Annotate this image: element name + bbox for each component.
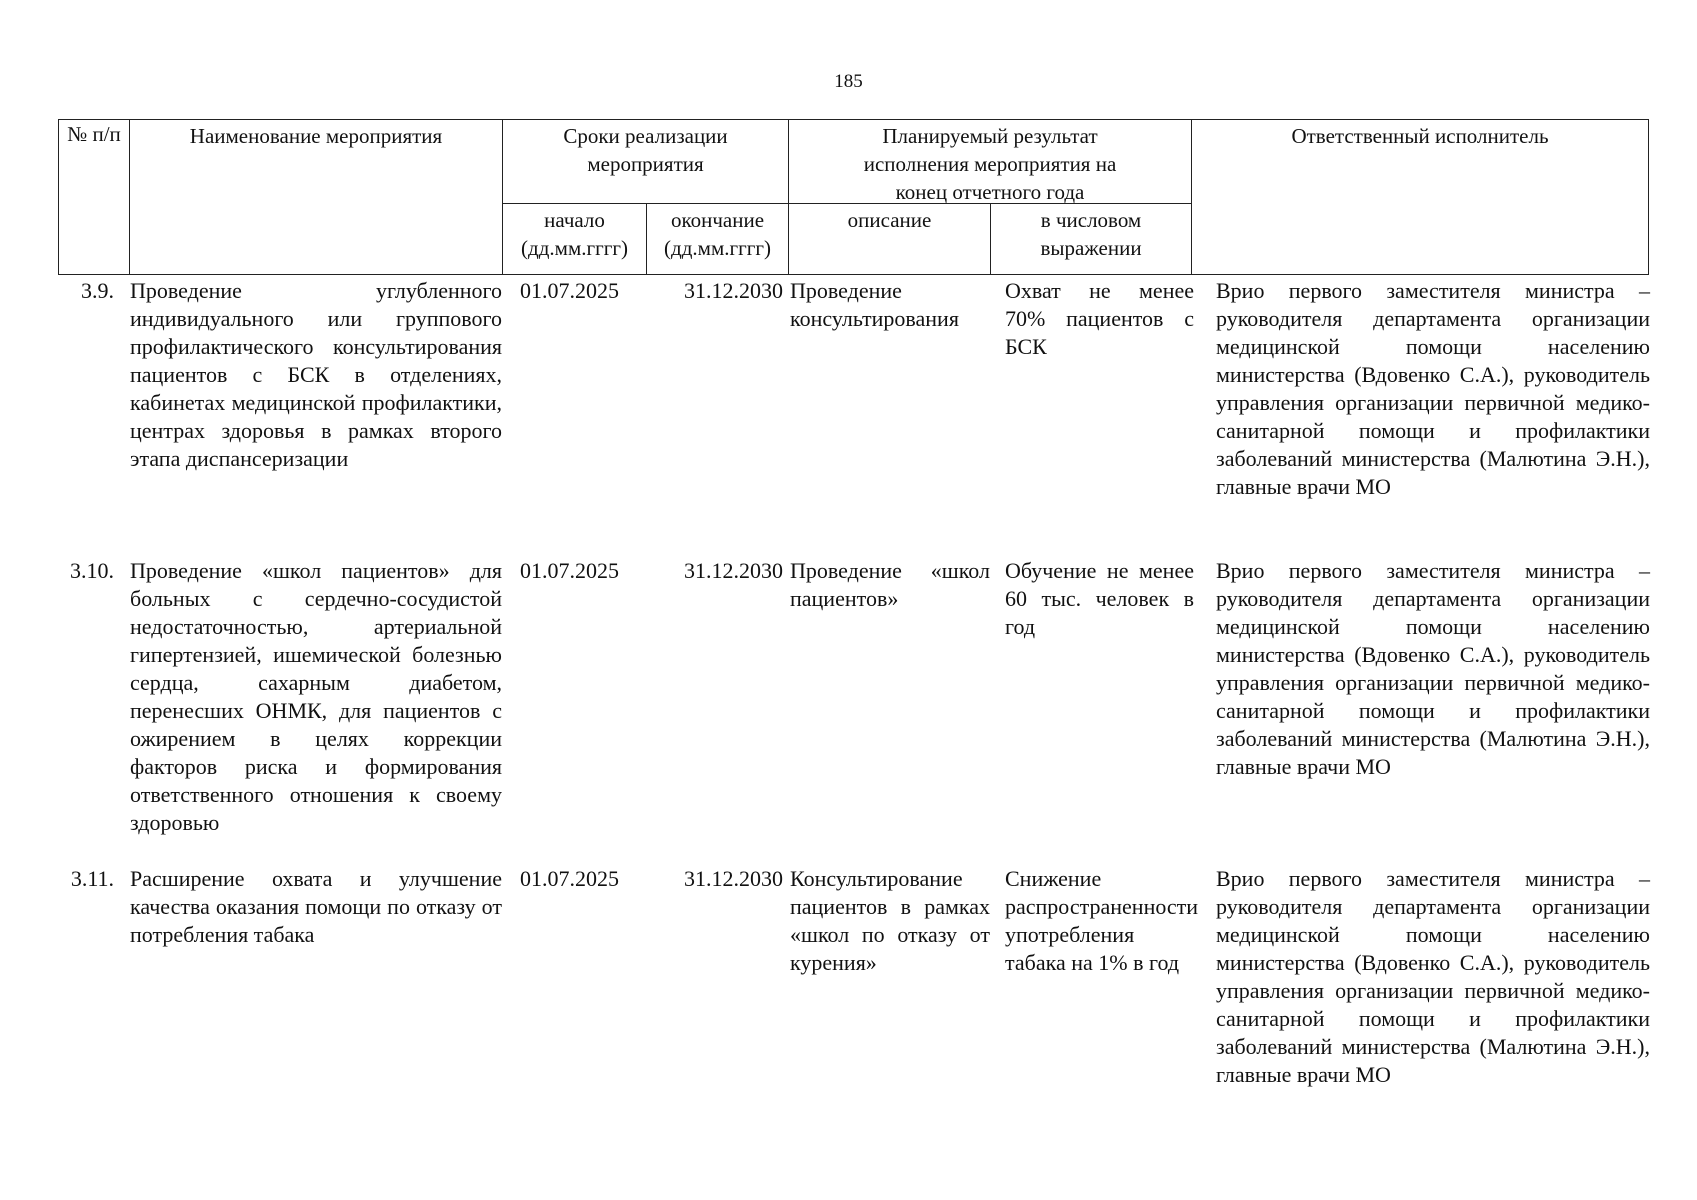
header-responsible-label: Ответственный исполнитель: [1291, 124, 1549, 148]
row-end-date: 31.12.2030: [684, 866, 783, 891]
header-cell-result: [788, 119, 1192, 204]
row-responsible: Врио первого заместителя министра – руководителя департамента организации медицинской помощи населению министерства (Вдовенко С.А.), руководитель управления организации первичной медико-санитарной помощи и профилактики заболеваний министерства (Малютина Э.Н.), главные врачи МО: [1216, 278, 1650, 499]
row-responsible: Врио первого заместителя министра – руководителя департамента организации медицинской помощи населению министерства (Вдовенко С.А.), руководитель управления организации первичной медико-санитарной помощи и профилактики заболеваний министерства (Малютина Э.Н.), главные врачи МО: [1216, 866, 1650, 1087]
header-end-label: окончание (дд.мм.гггг): [664, 208, 771, 260]
row-description: Проведение консультирования: [790, 278, 959, 331]
row-name: Проведение «школ пациентов» для больных с сердечно-сосудистой недостаточностью, артериальной гипертензией, ишемической болезнью сердца, сахарным диабетом, перенесших ОНМК, для пациентов с ожирением в целях коррекции факторов риска и формирования ответственного отношения к своему здоровью: [130, 558, 502, 835]
row-start-date: 01.07.2025: [520, 866, 619, 891]
header-cell-name: [129, 119, 503, 275]
header-start-label: начало (дд.мм.гггг): [521, 208, 628, 260]
row-number: 3.9.: [81, 278, 114, 303]
header-cell-start: [502, 203, 647, 275]
row-name: Проведение углубленного индивидуального или группового профилактического консультирования пациентов с БСК в отделениях, кабинетах медицинской профилактики, центрах здоровья в рамках второго этапа диспансеризации: [130, 278, 502, 471]
table-header: [58, 119, 1649, 275]
header-cell-end: [646, 203, 789, 275]
header-cell-responsible: [1191, 119, 1649, 275]
header-cell-description: [788, 203, 991, 275]
row-value: Снижение распространенности употребления табака на 1% в год: [1005, 866, 1199, 975]
header-result-label: Планируемый результат исполнения мероприятия на конец отчетного года: [863, 124, 1117, 204]
header-number-label: № п/п: [67, 122, 121, 146]
row-start-date: 01.07.2025: [520, 278, 619, 303]
header-cell-terms: [502, 119, 789, 204]
header-terms-label: Сроки реализации мероприятия: [563, 124, 728, 176]
row-number: 3.11.: [70, 866, 114, 891]
row-name: Расширение охвата и улучшение качества оказания помощи по отказу от потребления табака: [130, 866, 502, 947]
row-start-date: 01.07.2025: [520, 558, 619, 583]
header-description-label: описание: [847, 208, 932, 232]
row-description: Проведение «школ пациентов»: [790, 558, 990, 611]
header-cell-number: [58, 119, 130, 275]
row-value: Обучение не менее 60 тыс. человек в год: [1005, 558, 1194, 639]
row-end-date: 31.12.2030: [684, 278, 783, 303]
header-name-label: Наименование мероприятия: [189, 124, 443, 148]
row-description: Консультирование пациентов в рамках «школ по отказу от курения»: [790, 866, 990, 975]
row-responsible: Врио первого заместителя министра – руководителя департамента организации медицинской помощи населению министерства (Вдовенко С.А.), руководитель управления организации первичной медико-санитарной помощи и профилактики заболеваний министерства (Малютина Э.Н.), главные врачи МО: [1216, 558, 1650, 779]
row-end-date: 31.12.2030: [684, 558, 783, 583]
row-number: 3.10.: [70, 558, 114, 583]
header-cell-value: [990, 203, 1192, 275]
row-value: Охват не менее 70% пациентов с БСК: [1005, 278, 1194, 359]
page-number: 185: [834, 71, 863, 92]
header-value-label: в числовом выражении: [1040, 208, 1142, 260]
